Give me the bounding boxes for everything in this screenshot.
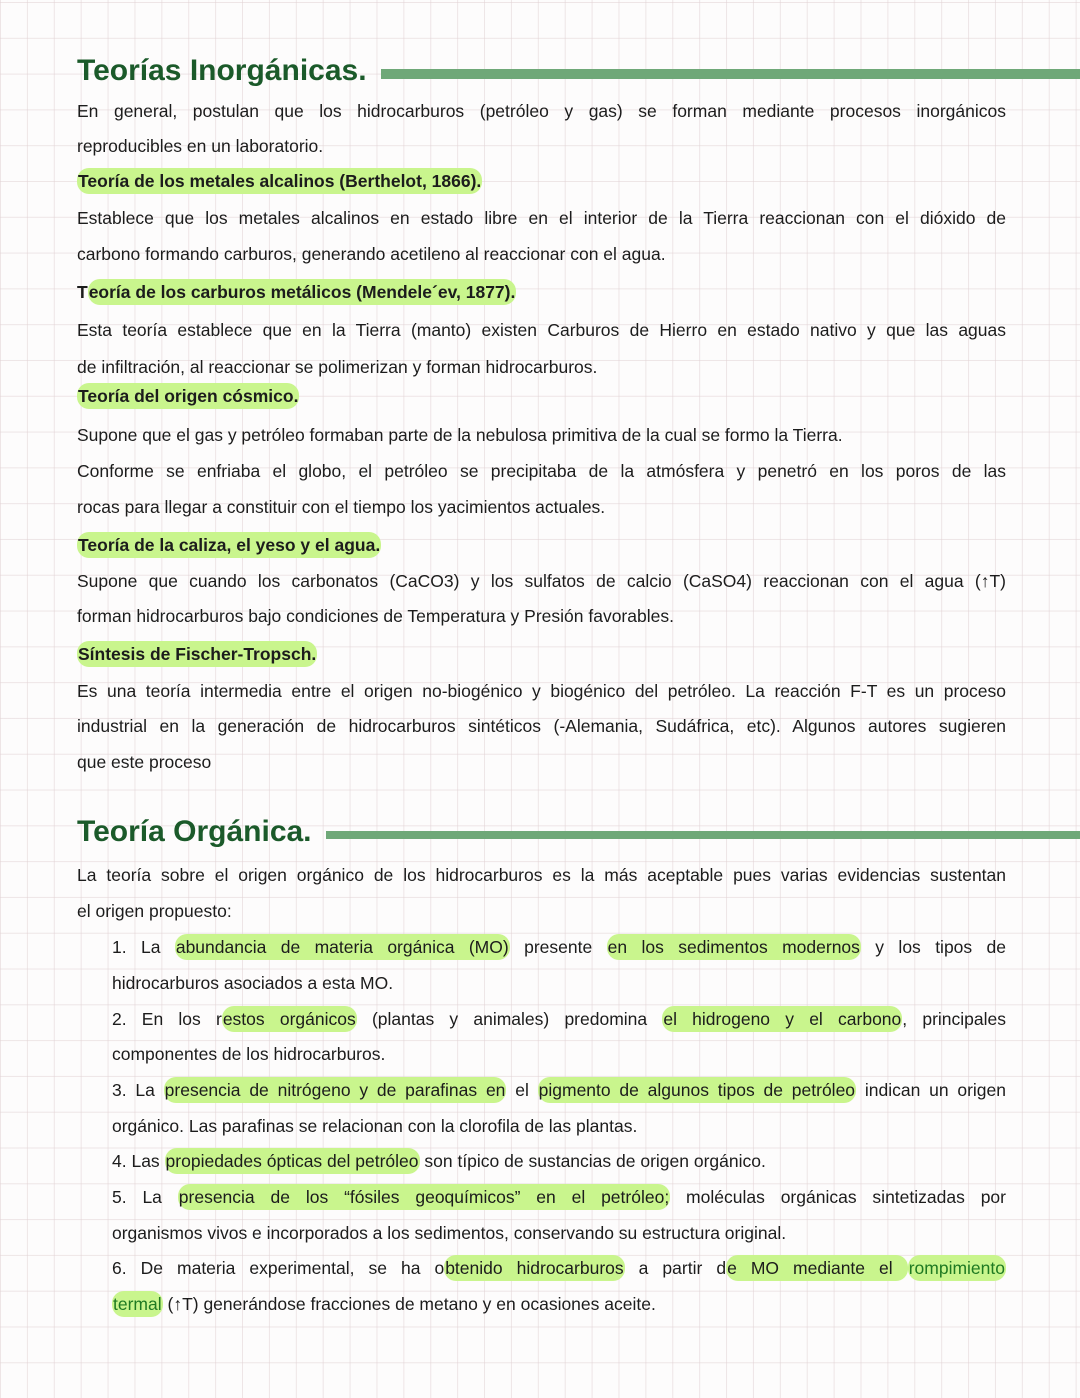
heading-rule xyxy=(381,69,1080,79)
subheading-line xyxy=(77,642,1006,666)
text-segment: reproducibles en un laboratorio. xyxy=(77,136,324,156)
text-segment: , principales xyxy=(902,1009,1006,1029)
subheading-line xyxy=(77,280,1006,304)
text-line xyxy=(77,569,1006,593)
text-segment: T xyxy=(77,282,88,302)
text-line xyxy=(77,495,1006,519)
heading-text: Teorías Inorgánicas. xyxy=(77,54,367,87)
text-line xyxy=(112,1007,1006,1031)
text-line xyxy=(112,935,1006,959)
text-segment: el xyxy=(506,1080,538,1100)
highlighted-text: eoría de los carburos metálicos (Mendele´ev, 1877). xyxy=(88,279,517,305)
text-line xyxy=(112,1042,1006,1066)
text-segment: rocas para llegar a constituir con el tiempo los yacimientos actuales. xyxy=(77,497,606,517)
text-line xyxy=(77,99,1006,123)
text-line xyxy=(77,899,1006,923)
text-segment: componentes de los hidrocarburos. xyxy=(112,1044,386,1064)
subheading-line xyxy=(77,169,1006,193)
text-line xyxy=(77,355,1006,379)
text-line xyxy=(77,206,1006,230)
highlighted-text: Teoría de los metales alcalinos (Berthelot, 1866). xyxy=(77,168,482,194)
text-line xyxy=(112,1221,1006,1245)
text-line xyxy=(77,679,1006,703)
section-heading-organic xyxy=(77,815,1080,849)
text-segment: 1. La xyxy=(112,937,175,957)
text-segment: 5. La xyxy=(112,1187,178,1207)
text-segment: 4. Las xyxy=(112,1151,165,1171)
text-segment: industrial en la generación de hidrocarburos sintéticos (-Alemania, Sudáfrica, etc). Algunos autores sugieren xyxy=(77,716,1006,736)
highlighted-text: pigmento de algunos tipos de petróleo xyxy=(538,1077,856,1103)
text-line xyxy=(77,459,1006,483)
text-line xyxy=(112,1078,1006,1102)
text-segment: orgánico. Las parafinas se relacionan con la clorofila de las plantas. xyxy=(112,1116,638,1136)
text-segment: La teoría sobre el origen orgánico de los hidrocarburos es la más aceptable pues varias evidencias sustentan xyxy=(77,865,1006,885)
text-segment: Esta teoría establece que en la Tierra (manto) existen Carburos de Hierro en estado nativo y que las aguas xyxy=(77,320,1006,340)
text-segment: Supone que cuando los carbonatos (CaCO3) y los sulfatos de calcio (CaSO4) reaccionan con el agua (↑T) xyxy=(77,571,1006,591)
text-segment: de infiltración, al reaccionar se polimerizan y forman hidrocarburos. xyxy=(77,357,598,377)
text-line xyxy=(112,1149,1006,1173)
highlighted-text: termal xyxy=(112,1291,163,1317)
text-segment: Supone que el gas y petróleo formaban parte de la nebulosa primitiva de la cual se formo la Tierra. xyxy=(77,425,843,445)
text-segment: organismos vivos e incorporados a los sedimentos, conservando su estructura original. xyxy=(112,1223,787,1243)
text-segment: indican un origen xyxy=(856,1080,1006,1100)
text-segment: carbono formando carburos, generando acetileno al reaccionar con el agua. xyxy=(77,244,666,264)
highlighted-text: el hidrogeno y el carbono xyxy=(662,1006,902,1032)
text-line xyxy=(112,1114,1006,1138)
highlighted-text: btenido hidrocarburos xyxy=(444,1255,624,1281)
heading-rule xyxy=(326,831,1080,839)
highlighted-text: abundancia de materia orgánica (MO) xyxy=(175,934,510,960)
text-segment: 3. La xyxy=(112,1080,164,1100)
highlighted-text: en los sedimentos modernos xyxy=(607,934,861,960)
text-segment: 6. De materia experimental, se ha o xyxy=(112,1258,445,1278)
highlighted-text: Teoría del origen cósmico. xyxy=(77,383,299,409)
text-segment: Conforme se enfriaba el globo, el petróleo se precipitaba de la atmósfera y penetró en los poros de las xyxy=(77,461,1006,481)
text-line xyxy=(77,318,1006,342)
text-line xyxy=(112,1292,1006,1316)
highlighted-text: presencia de los “fósiles geoquímicos” en el petróleo; xyxy=(178,1184,670,1210)
highlighted-text: estos orgánicos xyxy=(222,1006,357,1032)
text-line xyxy=(77,134,1006,158)
text-segment: moléculas orgánicas sintetizadas por xyxy=(670,1187,1006,1207)
heading-text: Teoría Orgánica. xyxy=(77,815,312,848)
text-segment: forman hidrocarburos bajo condiciones de Temperatura y Presión favorables. xyxy=(77,606,674,626)
text-line xyxy=(77,242,1006,266)
highlighted-text: rompimiento xyxy=(908,1255,1006,1281)
text-segment: presente xyxy=(509,937,607,957)
text-line xyxy=(112,1185,1006,1209)
text-segment: Es una teoría intermedia entre el origen no-biogénico y biogénico del petróleo. La reacción F-T es un proceso xyxy=(77,681,1006,701)
text-segment: Establece que los metales alcalinos en estado libre en el interior de la Tierra reaccionan con el dióxido de xyxy=(77,208,1006,228)
text-line xyxy=(77,423,1006,447)
text-line xyxy=(77,714,1006,738)
text-segment: En general, postulan que los hidrocarburos (petróleo y gas) se forman mediante procesos inorgánicos xyxy=(77,101,1006,121)
text-segment: 2. En los r xyxy=(112,1009,222,1029)
text-line xyxy=(112,1256,1006,1280)
text-segment: son típico de sustancias de origen orgánico. xyxy=(419,1151,766,1171)
text-segment: a partir d xyxy=(624,1258,727,1278)
subheading-line xyxy=(77,384,1006,408)
text-segment: (plantas y animales) predomina xyxy=(356,1009,663,1029)
text-segment: y los tipos de xyxy=(860,937,1007,957)
highlighted-text: e MO mediante el xyxy=(726,1255,908,1281)
highlighted-text: propiedades ópticas del petróleo xyxy=(165,1148,420,1174)
text-segment: que este proceso xyxy=(77,752,212,772)
highlighted-text: presencia de nitrógeno y de parafinas en xyxy=(164,1077,507,1103)
text-segment: el origen propuesto: xyxy=(77,901,232,921)
text-line xyxy=(77,750,1006,774)
highlighted-text: Teoría de la caliza, el yeso y el agua. xyxy=(77,532,381,558)
text-line xyxy=(112,971,1006,995)
text-segment: (↑T) generándose fracciones de metano y en ocasiones aceite. xyxy=(162,1294,656,1314)
text-line xyxy=(77,604,1006,628)
subheading-line xyxy=(77,533,1006,557)
section-heading-inorganic xyxy=(77,54,1080,88)
highlighted-text: Síntesis de Fischer-Tropsch. xyxy=(77,641,317,667)
text-line xyxy=(77,863,1006,887)
text-segment: hidrocarburos asociados a esta MO. xyxy=(112,973,394,993)
